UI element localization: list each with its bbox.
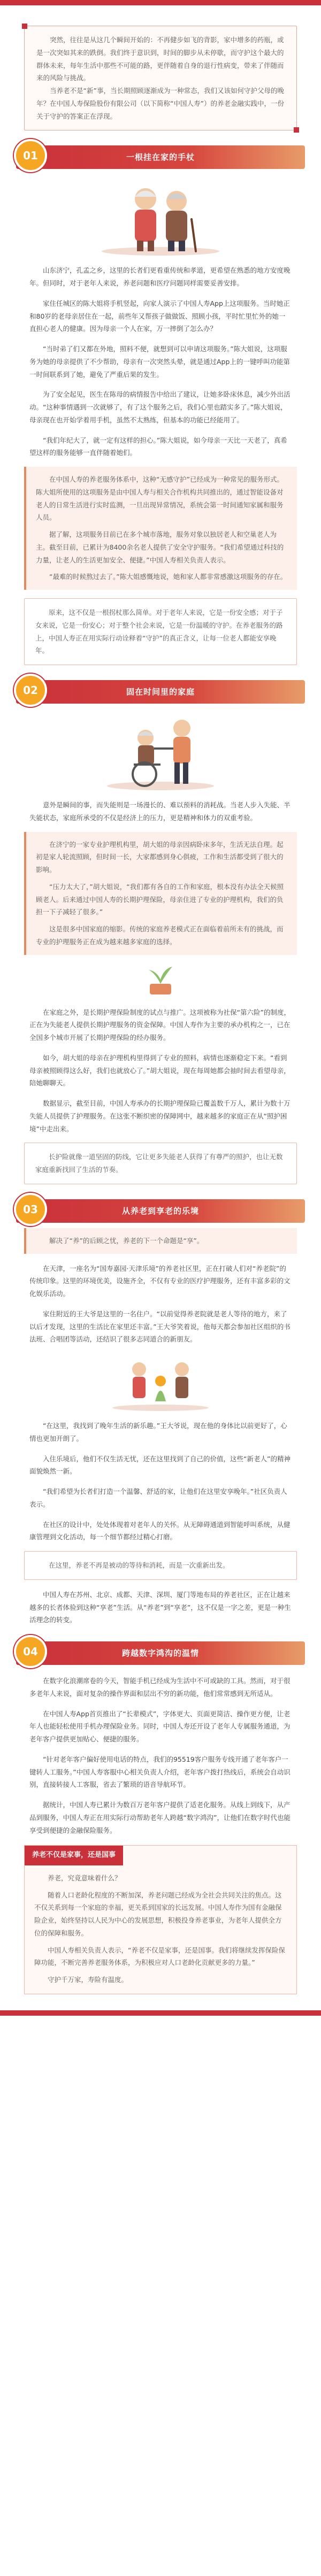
section-paragraph: 在数字化浪潮席卷的今天，智能手机已经成为生活中不可或缺的工具。然而，对于很多老年人来说，面对复杂的操作界面和层出不穷的新功能，他们常常感到无所适从。	[29, 1677, 291, 1698]
quote-box	[24, 832, 297, 955]
bottom-bar	[0, 2010, 321, 2016]
highlight-box	[24, 1551, 297, 1580]
plant-decoration-icon	[128, 963, 193, 996]
section-title: 从养老到享老的乐境	[121, 1206, 199, 1216]
section-number-badge: 04	[14, 1635, 47, 1668]
intro-paragraph: 当养老不是“新”事，当长期照顾逐渐成为一种常态，我们又该如何守护父母的晚年？在中国人寿保险股份有限公司（以下简称“中国人寿”）的养老金融实践中，一份关于守护的答案正在浮现。	[36, 87, 284, 120]
decorative-divider	[0, 963, 321, 996]
sub-card-paragraph: 守护千万家，寿险有温度。	[48, 1976, 128, 1984]
quote-paragraph: 据了解，这项服务目前已在多个城市落地，服务对象以独居老人和空巢老人为主。截至目前，已累计为8400余名老人提供了安全守护服务。“我们希望通过科技的力量，让老人的生活更加安全、便捷。”中国人寿相关负责人表示。	[36, 530, 284, 564]
section-paragraph: 家住任城区的陈大姐将手机竖起，向家人演示了中国人寿App上这项服务。当时她正和80岁的老母亲居住在一起，前些年又帮孩子做做饭、照顾小孩，平时忙里忙外的她一直担心老人的健康。因为母亲一个人在家，万一摔倒了怎么办？	[29, 299, 290, 333]
section-paragraph: “在这里，我找到了晚年生活的新乐趣。”王大爷说，现在他的身体比以前更好了，心情也更加开朗了。	[29, 1422, 287, 1443]
quote-paragraph: 在济宁的一家专业护理机构里，胡大姐的母亲因病卧床多年，生活无法自理。起初是家人轮流照顾，但时间一长，大家都感到身心俱疲，工作和生活都受到了很大的影响。	[36, 840, 284, 874]
section-paragraph: 为了安全起见，医生在陈母的病情报告中给出了建议，让她多卧床休息，减少外出活动。“这种事情遇到一次就够了，有了这个服务之后，我们心里也踏实多了。”陈大姐说，母亲现在也开始学着用手机，虽然不太熟练，但基本的功能已经能用了。	[29, 390, 291, 424]
highlight-box	[24, 1143, 297, 1184]
highlight-box	[24, 598, 297, 665]
section-paragraph: 意外是瞬间的事，而失能则是一场漫长的、难以预料的消耗战。当老人步入失能、半失能状态，家庭所承受的不仅是经济上的压力，更是精神和体力的双重考验。	[29, 801, 291, 822]
section-paragraph: 山东济宁，孔孟之乡，这里的长者们更看重传统和孝道，更希望在熟悉的地方安度晚年。但同时，对于老年人来说，养老问题和医疗问题同样需要妥善安排。	[29, 266, 291, 287]
section-paragraph: 入住乐境后，他们不仅生活无忧，还在这里找到了自己的价值，这些“新老人”的精神面貌焕然一新。	[29, 1454, 291, 1476]
top-bar	[0, 0, 321, 5]
section-number-badge: 01	[14, 139, 47, 172]
section-header-01	[16, 145, 305, 169]
section-paragraph: 在家庭之外，是长期护理保险制度的试点与推广。这项被称为社保“第六险”的制度，正在为失能老人提供长期护理服务的资金保障。中国人寿作为主要的承办机构之一，已在全国多个城市开展了长期护理保险的经办服务。	[29, 1008, 291, 1042]
sub-card-paragraph: 随着人口老龄化程度的不断加深，养老问题已经成为全社会共同关注的焦点。这不仅关系到每一个家庭的幸福，更关系到国家的长远发展。中国人寿作为国有金融保险企业，始终坚持以人民为中心的发展思想，积极投身养老事业，为老年人提供全方位的保障和服务。	[34, 1891, 282, 1937]
section-header-03	[16, 1199, 305, 1223]
section-paragraph: 如今，胡大姐的母亲在护理机构里得到了专业的照料，病情也逐渐稳定下来。“看到母亲被照顾得这么好，我们也就放心了。”胡大姐说，现在每周她都会抽时间去看望母亲，陪她聊聊天。	[29, 1053, 291, 1088]
quote-box	[24, 1228, 297, 1254]
section-paragraph: 中国人寿在苏州、北京、成都、天津、深圳、厦门等地布局的养老社区，正在让越来越多的长者体验到这种“享老”生活。从“养老”到“享老”，这不仅是一字之差，更是一种生活理念的转变。	[29, 1590, 291, 1624]
quote-paragraph: “压力太大了，”胡大姐说，“我们都有各自的工作和家庭，根本没有办法全天候照顾老人。后来通过中国人寿的长期护理保险，母亲住进了专业的护理机构，我们的负担一下子减轻了很多。”	[36, 882, 284, 916]
quote-paragraph: 在中国人寿的养老服务体系中，这种“无感守护”已经成为一种常见的服务形式。陈大姐所使用的这项服务是由中国人寿与相关合作机构共同推出的，通过智能设备对老人的日常生活进行实时监测，一旦出现异常情况，系统会第一时间通知家属和服务人员。	[36, 475, 284, 522]
highlight-text: 原来，这不仅是一根拐杖那么简单。对于老年人来说，它是一份安全感；对于子女来说，它是一份安心；对于整个社会来说，它是一份温暖的守护。在养老服务的路上，中国人寿正在用实际行动诠释着“守护”的真正含义，让每一位老人都能安享晚年。	[35, 608, 283, 655]
sub-card-title: 养老不仅是家事，还是国事	[25, 1846, 123, 1865]
quote-paragraph: 这是很多中国家庭的缩影。传统的家庭养老模式正在面临着前所未有的挑战，而专业的护理服务正在成为越来越多家庭的选择。	[36, 925, 284, 946]
section-title: 一根挂在家的手杖	[126, 152, 195, 162]
section-paragraph: 在天津，一座名为“国寿嘉园·天津乐境”的养老社区里，正在打破人们对“养老院”的传统印象。这里的环境优美，设施齐全，不仅有专业的医疗护理服务，还有丰富多彩的文化娱乐活动。	[29, 1264, 291, 1298]
sub-card-paragraph: 养老，究竟意味着什么？	[48, 1873, 121, 1882]
quote-paragraph: “最难的时候熬过去了。”陈大姐感慨地说，她和家人都非常感激这项服务的存在。	[49, 573, 287, 581]
section-paragraph: “针对老年客户偏好使用电话的特点，我们的95519客户服务专线开通了老年客户一键转人工服务。”中国人寿客服中心相关负责人介绍，老年客户拨打热线后，系统会自动识别，直接转接人工客服，省去了繁琐的语音导航环节。	[29, 1755, 291, 1789]
intro-paragraph: 突然，往往是从这几个瞬间开始的：不再健步如飞的背影，家中增多的药瓶，或是一次突如其来的跌倒。我们终于意识到，时间的脚步从未停歇，而守护这个最大的群体未来，每年生活中那些不可能的路，更伴随着自身的退行性病变，带来了伴随而来的风险与挑战。	[36, 36, 284, 82]
section-header-02	[16, 680, 305, 704]
intro-box	[24, 26, 297, 130]
family-garden-illustration	[107, 1353, 214, 1412]
highlight-text: 在这里，养老不再是被动的等待和消耗，而是一次重新出发。	[49, 1561, 230, 1569]
section-title: 固在时间里的家庭	[126, 687, 195, 697]
section-title: 跨越数字鸿沟的温情	[121, 1648, 199, 1658]
sub-card	[24, 1845, 297, 1994]
section-paragraph: 在社区的设计中，处处体现着对老年人的关怀。从无障碍通道到智能呼叫系统，从健康管理到文化活动，每一个细节都经过精心打磨。	[29, 1520, 291, 1541]
quote-box	[24, 467, 297, 590]
quote-paragraph: 解决了“养”的后顾之忧，养老的下一个命题是“享”。	[49, 1236, 204, 1245]
section-header-04	[16, 1641, 305, 1665]
highlight-text: 长护险就像一道坚固的防线，它让更多失能老人获得了有尊严的照护，也让无数家庭重新找回了生活的节奏。	[35, 1153, 283, 1174]
section-paragraph: 家住附近的王大爷是这里的一名住户。“以前觉得养老院就是老人等待的地方，来了以后才发现，这里的生活比在家里还丰富。”王大爷笑着说，他每天都会参加社区组织的书法班、合唱团等活动，还结识了很多志同道合的新朋友。	[29, 1309, 291, 1344]
section-number-badge: 03	[14, 1193, 47, 1226]
sub-card-paragraph: 中国人寿相关负责人表示，“养老不仅是家事，还是国事。我们将继续发挥保险保障功能，不断完善养老服务体系，为积极应对人口老龄化贡献更多的力量。”	[34, 1946, 285, 1967]
section-paragraph: “我们年纪大了，就一定有这样的担心。”陈大姐说，如今母亲一天比一天老了，真希望这样的服务能够一直伴随着她们。	[29, 436, 287, 457]
wheelchair-illustration	[102, 711, 219, 791]
section-paragraph: “我们希望为长者们打造一个温馨、舒适的家，让他们在这里安享晚年。”社区负责人表示。	[29, 1487, 287, 1508]
sub-card-body	[25, 1865, 296, 1994]
section-number-badge: 02	[14, 674, 47, 707]
elderly-couple-illustration	[96, 176, 225, 257]
section-paragraph: 数据显示，截至目前，中国人寿承办的长期护理保险已覆盖数千万人，累计为数十万失能人员提供了护理服务。在这张不断织密的保障网中，越来越多的家庭正在从“照护困境”中走出来。	[29, 1099, 291, 1133]
section-paragraph: “当时弟了们又都在外地，照料不便，就想到可以申请这项服务。”陈大姐说，这项服务为她的母亲提供了不少帮助，母亲有一次突然头晕，就是通过App上的一键呼叫功能第一时间联系到了她，避免了严重后果的发生。	[29, 345, 290, 379]
section-paragraph: 在中国人寿App首页推出了“长辈模式”，字体更大、页面更简洁、操作更方便，让老年人也能轻松使用手机办理保险业务。同时，中国人寿还开设了老年人专属服务通道，为老年客户提供更加贴心、便捷的服务。	[29, 1709, 291, 1743]
section-paragraph: 据统计，中国人寿已累计为数百万老年客户提供了适老化服务。从线上到线下，从产品到服务，中国人寿正在用实际行动帮助老年人跨越“数字鸿沟”，让他们在数字时代也能享受到便捷的金融保险服务。	[29, 1801, 291, 1834]
